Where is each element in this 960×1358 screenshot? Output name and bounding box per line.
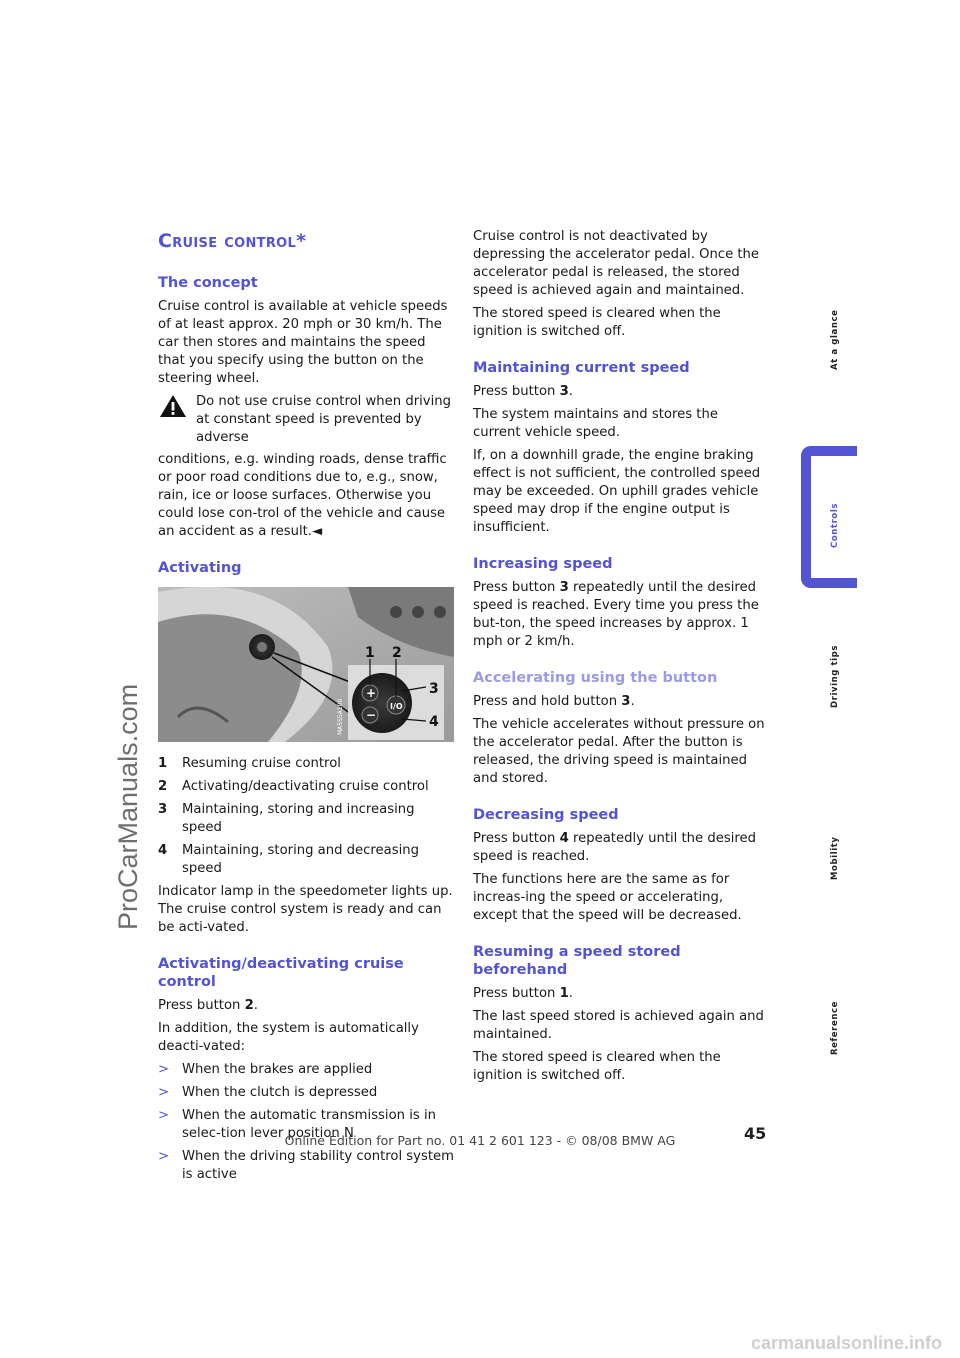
tab-reference[interactable]: Reference: [830, 1001, 840, 1055]
maintaining-heading: Maintaining current speed: [473, 360, 690, 376]
button-number: 2: [244, 998, 254, 1013]
button-number: 1: [559, 986, 569, 1001]
maintain-text-2: If, on a downhill grade, the engine braking effect is not sufficient, the controlled speed may be exceeded. On uphill grades vehicle speed may drop if the engine output is insufficient.: [473, 448, 761, 535]
indicator-text: Indicator lamp in the speedometer lights up. The cruise control system is ready and can be acti-vated.: [158, 884, 453, 935]
bullet-list: [158, 1061, 454, 1184]
bullet-arrow-icon: >: [158, 1108, 170, 1123]
svg-text:+: +: [366, 686, 377, 700]
figure-label-4: 4: [429, 714, 439, 730]
text: Press button: [158, 998, 245, 1013]
auto-deactivate-text: In addition, the system is automatically deacti-vated:: [158, 1021, 419, 1054]
item-text: Activating/deactivating cruise control: [182, 779, 429, 794]
figure-label-1: 1: [365, 645, 375, 661]
intro-text-2: The stored speed is cleared when the ignition is switched off.: [473, 306, 721, 339]
item-text: Maintaining, storing and decreasing speed: [182, 843, 419, 876]
warning-block: [158, 393, 454, 447]
resume-press: [473, 985, 769, 1003]
numbered-list: [158, 755, 454, 878]
list-item: [158, 1061, 454, 1079]
list-item: [158, 755, 454, 773]
increasing-heading: Increasing speed: [473, 556, 613, 572]
item-number: 3: [158, 802, 168, 817]
item-number: 1: [158, 756, 168, 771]
list-item: [158, 1084, 454, 1102]
list-item: [158, 842, 454, 878]
item-number: 2: [158, 779, 168, 794]
right-column: [473, 228, 769, 1090]
figure-label-2: 2: [392, 645, 402, 661]
decrease-press: [473, 830, 769, 866]
maintain-text-1: The system maintains and stores the current vehicle speed.: [473, 407, 718, 440]
resume-text-1: The last speed stored is achieved again and maintained.: [473, 1009, 764, 1042]
resuming-heading: Resuming a speed stored beforehand: [473, 944, 681, 978]
button-number: 4: [559, 831, 569, 846]
text: Press and hold button: [473, 694, 622, 709]
tab-driving-tips[interactable]: Driving tips: [830, 644, 840, 708]
bullet-arrow-icon: >: [158, 1149, 170, 1164]
page-number: 45: [744, 1124, 767, 1143]
bullet-text: When the driving stability control system is active: [182, 1149, 454, 1182]
text: Press button: [473, 831, 560, 846]
warning-triangle-icon: [158, 393, 188, 419]
tab-at-a-glance[interactable]: At a glance: [830, 309, 840, 370]
increase-text: [473, 579, 769, 651]
text: repeatedly until the desired speed is reached. Every time you press the but-ton, the speed increases by approx. 1 mph or 2 km/h.: [473, 580, 759, 649]
text: .: [630, 694, 635, 709]
button-number: 3: [559, 384, 569, 399]
bullet-text: When the clutch is depressed: [182, 1085, 378, 1100]
text: Press button: [473, 580, 560, 595]
button-number: 3: [621, 694, 631, 709]
intro-text-1: Cruise control is not deactivated by depressing the accelerator pedal. Once the accelerator pedal is released, the stored speed is achieved again and maintained.: [473, 229, 760, 298]
text: repeatedly until the desired speed is reached.: [473, 831, 756, 864]
text: Press button: [473, 986, 560, 1001]
list-item: [158, 801, 454, 837]
watermark-bottom: carmanualsonline.info: [750, 1333, 942, 1353]
decrease-text: The functions here are the same as for increas-ing the speed or accelerating, except that the speed will be decreased.: [473, 872, 742, 923]
svg-text:I/O: I/O: [390, 702, 403, 711]
page-title: Cruise control*: [158, 230, 307, 252]
accelerating-heading: Accelerating using the button: [473, 670, 718, 686]
warning-text-rest: conditions, e.g. winding roads, dense traffic or poor road conditions due to, e.g., snow, rain, ice or loose surfaces. Otherwise you could lose con-trol of the vehicle and cause an accident as a result.◄: [158, 452, 447, 539]
bullet-arrow-icon: >: [158, 1085, 170, 1100]
left-column: [158, 228, 454, 1189]
figure-label-3: 3: [429, 681, 439, 697]
text: .: [568, 986, 573, 1001]
text: Press button: [473, 384, 560, 399]
list-item: [158, 778, 454, 796]
item-number: 4: [158, 843, 168, 858]
tab-controls[interactable]: Controls: [830, 503, 840, 548]
tab-controls-active[interactable]: [801, 446, 857, 588]
button-number: 3: [559, 580, 569, 595]
concept-heading: The concept: [158, 275, 258, 291]
item-text: Maintaining, storing and increasing speed: [182, 802, 415, 835]
activating-heading: Activating: [158, 560, 242, 576]
svg-text:−: −: [366, 708, 377, 722]
steering-wheel-figure: [158, 587, 454, 742]
concept-text: Cruise control is available at vehicle speeds of at least approx. 20 mph or 30 km/h. The car then stores and maintains the speed that you specify using the button on the steering wheel.: [158, 299, 448, 386]
bullet-text: When the brakes are applied: [182, 1062, 373, 1077]
footer-text: Online Edition for Part no. 01 41 2 601 123 - © 08/08 BMW AG: [284, 1133, 676, 1148]
decreasing-heading: Decreasing speed: [473, 807, 619, 823]
resume-text-2: The stored speed is cleared when the ignition is switched off.: [473, 1050, 721, 1083]
item-text: Resuming cruise control: [182, 756, 341, 771]
text: .: [568, 384, 573, 399]
watermark-left: ProCarManuals.com: [113, 683, 143, 930]
figure-code: MA5S5A100: [337, 698, 344, 735]
text: .: [253, 998, 258, 1013]
activating-deactivating-heading: Activating/deactivating cruise control: [158, 956, 404, 990]
steering-wheel-illustration: [158, 587, 454, 742]
bullet-text: When the automatic transmission is in selec-tion lever position N: [182, 1108, 436, 1141]
accel-text: The vehicle accelerates without pressure on the accelerator pedal. After the button is released, the driving speed is maintained and stored.: [473, 717, 765, 786]
tab-mobility[interactable]: Mobility: [830, 836, 840, 880]
maintain-press: [473, 383, 769, 401]
warning-text-first: Do not use cruise control when driving at constant speed is prevented by adverse: [196, 394, 451, 445]
accel-press: [473, 693, 769, 711]
bullet-arrow-icon: >: [158, 1062, 170, 1077]
press-button-2: [158, 997, 454, 1015]
list-item: [158, 1148, 454, 1184]
